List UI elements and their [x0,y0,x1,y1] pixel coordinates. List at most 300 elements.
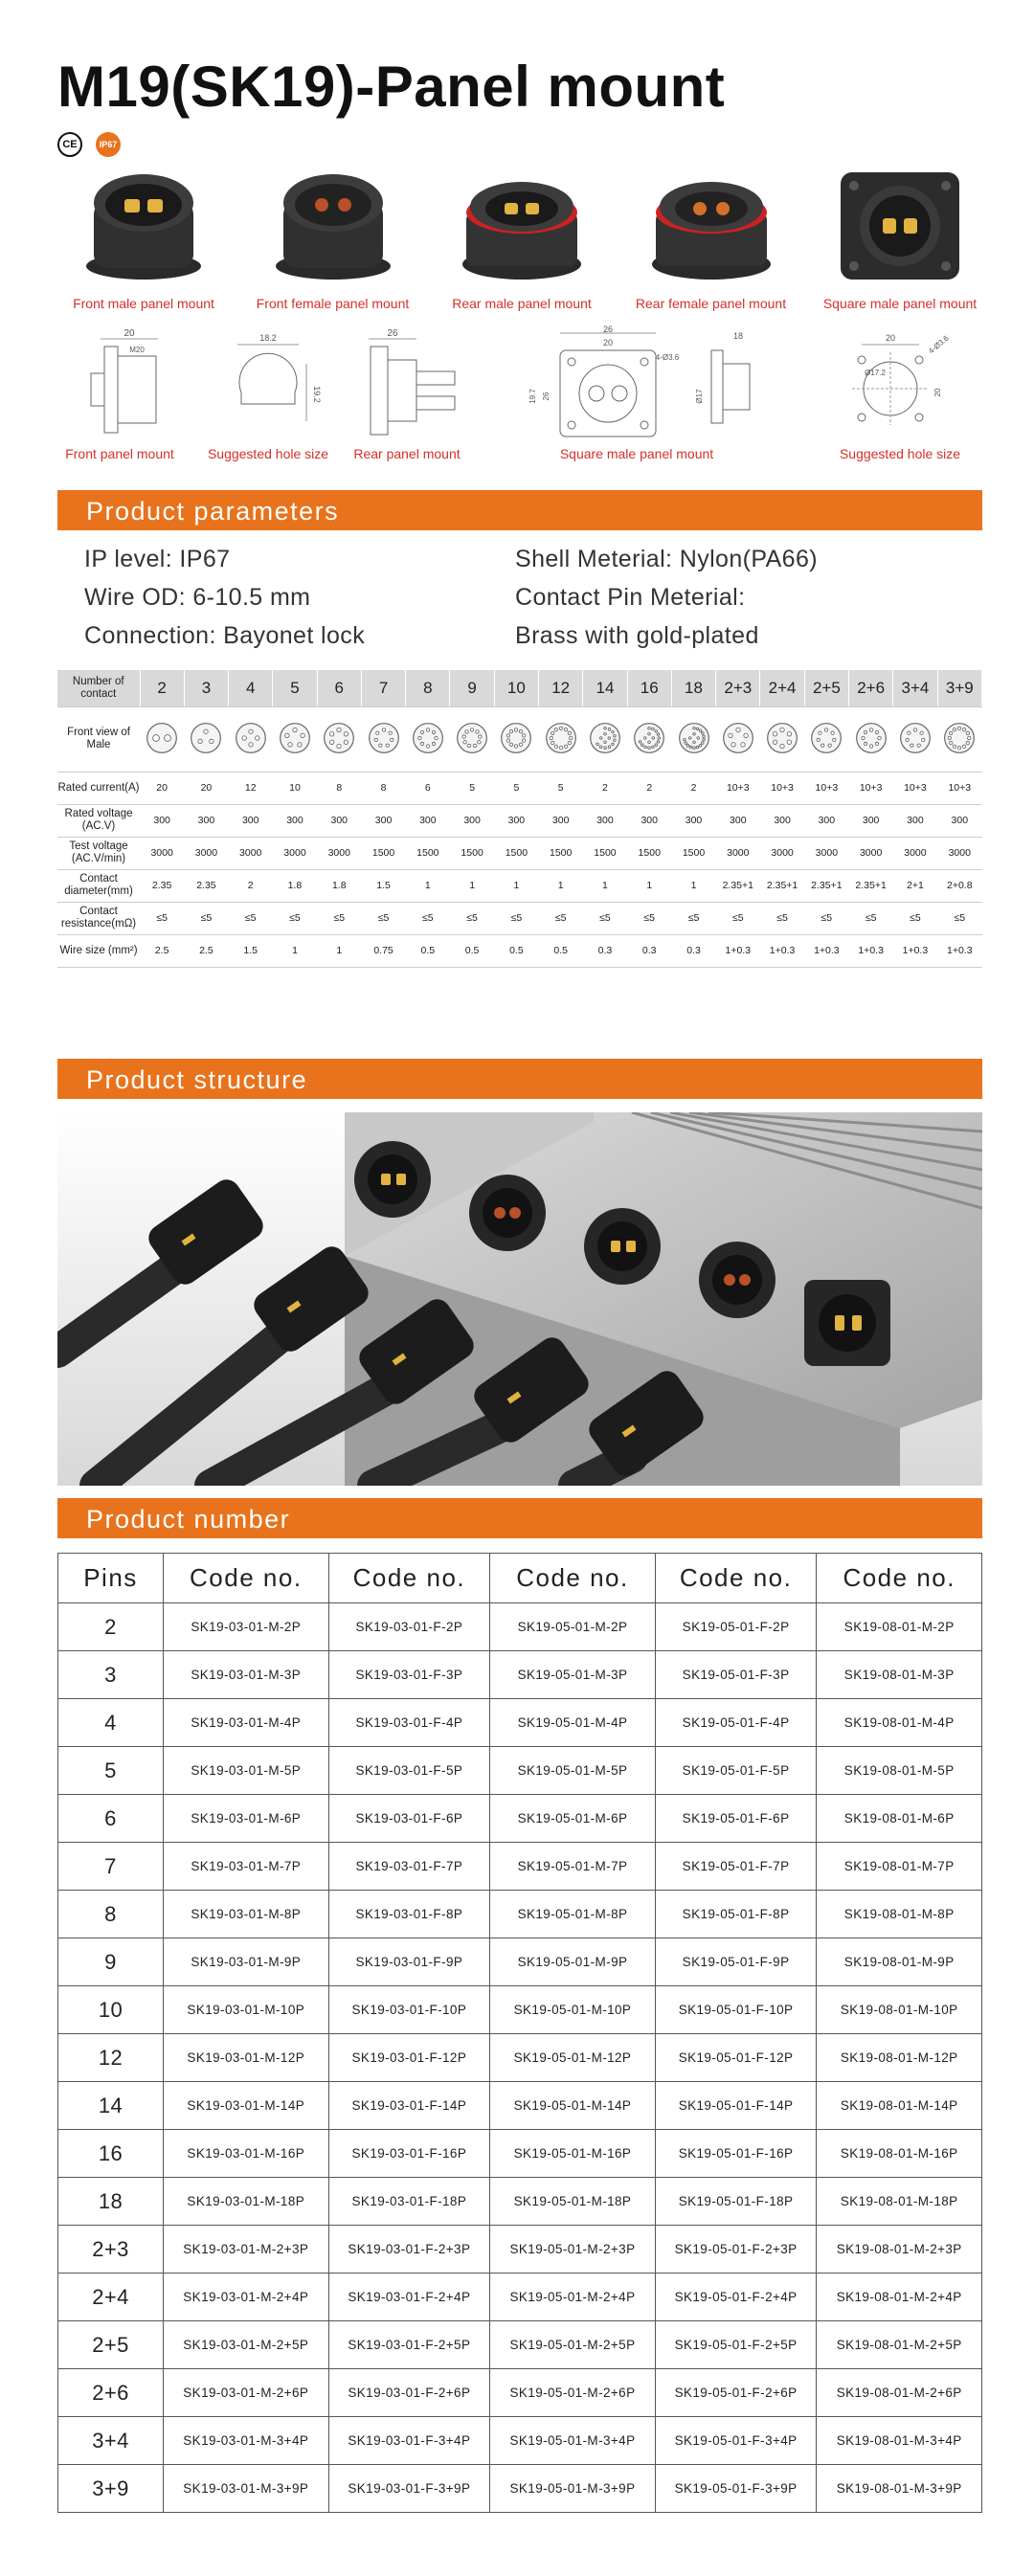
dimension-label: 26 [602,325,614,334]
spec-cell: 300 [760,804,804,837]
spec-cell: 1 [539,869,583,902]
front-view-cell [671,706,715,772]
code-cell: SK19-03-01-M-2+3P [164,2226,329,2274]
front-view-cell [494,706,538,772]
code-cell: SK19-05-01-F-7P [655,1843,817,1891]
code-cell: SK19-03-01-M-5P [164,1747,329,1795]
dimension-label: 4-Ø3.6 [655,353,680,362]
row-header: Contact resistance(mΩ) [57,902,140,934]
code-cell: SK19-05-01-F-2+6P [655,2369,817,2417]
spec-cell: 1 [273,934,317,967]
product-label: Front male panel mount [73,296,214,311]
code-cell: SK19-08-01-M-16P [817,2130,982,2178]
spec-cell: 3000 [849,837,893,869]
pins-cell: 2+3 [58,2226,164,2274]
table-header-row [58,1554,982,1603]
code-cell: SK19-03-01-F-6P [328,1795,490,1843]
spec-cell: 5 [450,772,494,804]
front-female-connector-icon [257,163,410,287]
code-cell: SK19-03-01-F-4P [328,1699,490,1747]
spec-cell: ≤5 [583,902,627,934]
drawing-label: Suggested hole size [207,446,329,461]
spec-cell: 10 [273,772,317,804]
spec-cell: 10+3 [716,772,760,804]
code-cell: SK19-05-01-M-9P [490,1938,656,1986]
spec-cell: 1+0.3 [804,934,848,967]
spec-cell: 10+3 [804,772,848,804]
column-header: Code no. [655,1554,817,1603]
pins-cell: 16 [58,2130,164,2178]
code-cell: SK19-08-01-M-2+5P [817,2321,982,2369]
pins-cell: 3 [58,1651,164,1699]
column-header: Code no. [490,1554,656,1603]
spec-cell: 1.8 [273,869,317,902]
table-row [58,1843,982,1891]
spec-cell: 10 [494,670,538,706]
front-view-cell [361,706,405,772]
code-cell: SK19-03-01-F-14P [328,2082,490,2130]
row-rated-current [57,772,982,804]
spec-cell: 10+3 [849,772,893,804]
code-cell: SK19-03-01-F-8P [328,1891,490,1938]
table-row [58,2130,982,2178]
drawing-label: Suggested hole size [839,446,961,461]
spec-cell: 0.5 [406,934,450,967]
drawing-square-male [498,325,776,461]
spec-cell: 10+3 [893,772,937,804]
front-panel-drawing-icon [62,325,177,440]
spec-cell: 2 [140,670,184,706]
spec-cell: 300 [539,804,583,837]
front-view-cell [627,706,671,772]
spec-cell: 2+3 [716,670,760,706]
spec-cell: 0.5 [450,934,494,967]
product-front-female [247,163,419,311]
product-label: Rear male panel mount [452,296,592,311]
spec-cell: 2 [583,772,627,804]
code-cell: SK19-08-01-M-2+6P [817,2369,982,2417]
spec-cell: 1.5 [361,869,405,902]
code-cell: SK19-05-01-F-12P [655,2034,817,2082]
square-hole-drawing-icon [833,325,967,440]
pins-cell: 2+6 [58,2369,164,2417]
code-cell: SK19-03-01-F-12P [328,2034,490,2082]
code-cell: SK19-05-01-M-14P [490,2082,656,2130]
code-cell: SK19-05-01-M-10P [490,1986,656,2034]
pins-cell: 8 [58,1891,164,1938]
spec-cell: 5 [494,772,538,804]
spec-cell: 3000 [937,837,981,869]
code-cell: SK19-03-01-M-16P [164,2130,329,2178]
table-row [58,1795,982,1843]
code-cell: SK19-03-01-M-3+9P [164,2465,329,2513]
spec-cell: 1500 [494,837,538,869]
specification-table [57,670,982,968]
spec-cell: 2+0.8 [937,869,981,902]
code-cell: SK19-03-01-F-2+3P [328,2226,490,2274]
spec-cell: 12 [539,670,583,706]
code-cell: SK19-03-01-F-2P [328,1603,490,1651]
spec-cell: 3000 [184,837,228,869]
code-cell: SK19-03-01-F-10P [328,1986,490,2034]
spec-cell: 300 [937,804,981,837]
pins-cell: 2+4 [58,2274,164,2321]
front-view-cell [937,706,981,772]
spec-cell: 1 [494,869,538,902]
spec-cell: 300 [849,804,893,837]
pin-face-icon [633,722,665,754]
code-cell: SK19-05-01-M-3+4P [490,2417,656,2465]
pin-face-icon [500,722,532,754]
spec-cell: ≤5 [804,902,848,934]
product-rear-male [436,163,608,311]
spec-cell: 3+9 [937,670,981,706]
spec-cell: 6 [317,670,361,706]
code-cell: SK19-08-01-M-10P [817,1986,982,2034]
pins-cell: 6 [58,1795,164,1843]
spec-cell: ≤5 [539,902,583,934]
code-cell: SK19-08-01-M-9P [817,1938,982,1986]
code-cell: SK19-03-01-M-2+6P [164,2369,329,2417]
spec-cell: 5 [539,772,583,804]
pin-face-icon [943,722,976,754]
code-cell: SK19-08-01-M-5P [817,1747,982,1795]
code-cell: SK19-05-01-M-7P [490,1843,656,1891]
spec-cell: 1 [317,934,361,967]
pin-face-icon [722,722,754,754]
drawing-label: Square male panel mount [559,446,714,461]
pins-cell: 2 [58,1603,164,1651]
code-cell: SK19-05-01-M-16P [490,2130,656,2178]
spec-cell: ≤5 [937,902,981,934]
code-cell: SK19-05-01-M-2+5P [490,2321,656,2369]
spec-cell: ≤5 [184,902,228,934]
spec-cell: 1500 [361,837,405,869]
row-front-view [57,706,982,772]
spec-cell: 300 [273,804,317,837]
row-header: Wire size (mm²) [57,934,140,967]
code-cell: SK19-05-01-F-3+9P [655,2465,817,2513]
code-cell: SK19-03-01-M-12P [164,2034,329,2082]
drawing-label: Front panel mount [65,446,174,461]
spec-cell: 5 [273,670,317,706]
spec-cell: 1 [627,869,671,902]
code-cell: SK19-08-01-M-6P [817,1795,982,1843]
table-row [58,2082,982,2130]
spec-cell: ≤5 [671,902,715,934]
row-rated-voltage [57,804,982,837]
front-view-cell [273,706,317,772]
table-row [58,1986,982,2034]
spec-cell: 20 [140,772,184,804]
row-number-of-contact [57,670,982,706]
product-rear-female [625,163,798,311]
row-header: Rated current(A) [57,772,140,804]
spec-cell: 1500 [406,837,450,869]
drawing-hole-size-2 [828,325,972,461]
spec-cell: 1500 [583,837,627,869]
spec-cell: 0.3 [627,934,671,967]
spec-cell: ≤5 [273,902,317,934]
code-cell: SK19-03-01-F-3+9P [328,2465,490,2513]
code-cell: SK19-03-01-M-18P [164,2178,329,2226]
dimension-label: 20 [602,338,614,347]
spec-cell: 1+0.3 [716,934,760,967]
spec-cell: 1 [583,869,627,902]
pin-face-icon [279,722,311,754]
code-cell: SK19-03-01-M-2+4P [164,2274,329,2321]
code-cell: SK19-08-01-M-7P [817,1843,982,1891]
spec-cell: ≤5 [494,902,538,934]
param-shell-material: Shell Meterial: Nylon(PA66) [515,546,819,572]
table-row [58,1891,982,1938]
code-cell: SK19-03-01-F-3P [328,1651,490,1699]
code-cell: SK19-05-01-M-3P [490,1651,656,1699]
hole-size-drawing-icon [211,325,326,440]
spec-cell: ≤5 [406,902,450,934]
dimension-label: Ø17.2 [865,369,886,377]
column-header: Code no. [328,1554,490,1603]
pins-cell: 18 [58,2178,164,2226]
front-view-cell [893,706,937,772]
section-header-structure [57,1059,982,1099]
dimension-label: Ø17 [695,389,704,404]
code-cell: SK19-03-01-F-2+5P [328,2321,490,2369]
parameter-list [84,546,946,661]
spec-cell: 0.5 [539,934,583,967]
table-row [58,2321,982,2369]
spec-cell: 300 [627,804,671,837]
code-cell: SK19-05-01-M-5P [490,1747,656,1795]
spec-cell: 2.35+1 [849,869,893,902]
table-row [58,1651,982,1699]
spec-cell: 3+4 [893,670,937,706]
table-row [58,2274,982,2321]
code-cell: SK19-05-01-M-3+9P [490,2465,656,2513]
pin-face-icon [766,722,798,754]
spec-cell: 0.3 [671,934,715,967]
spec-cell: 2.35+1 [716,869,760,902]
pin-face-icon [678,722,710,754]
spec-cell: 3 [184,670,228,706]
spec-cell: 20 [184,772,228,804]
spec-cell: ≤5 [140,902,184,934]
spec-cell: 12 [229,772,273,804]
technical-drawings [57,325,986,479]
table-row [58,2369,982,2417]
section-title: Product parameters [86,497,340,526]
pin-face-icon [235,722,267,754]
code-cell: SK19-05-01-F-2+3P [655,2226,817,2274]
dimension-label: 18.2 [259,333,277,343]
row-header: Number of contact [57,670,140,706]
front-view-cell [406,706,450,772]
spec-cell: 1+0.3 [849,934,893,967]
spec-cell: 1500 [627,837,671,869]
front-view-cell [317,706,361,772]
spec-cell: 1+0.3 [760,934,804,967]
spec-cell: 0.3 [583,934,627,967]
spec-cell: 300 [450,804,494,837]
code-cell: SK19-08-01-M-12P [817,2034,982,2082]
spec-cell: 3000 [804,837,848,869]
spec-cell: 300 [583,804,627,837]
spec-cell: 8 [406,670,450,706]
ce-mark-icon: CE [57,132,82,157]
param-connection: Connection: Bayonet lock [84,622,366,649]
certification-badges [57,132,121,157]
pin-face-icon [589,722,621,754]
rear-panel-drawing-icon [349,325,464,440]
code-cell: SK19-05-01-F-9P [655,1938,817,1986]
table-row [58,2226,982,2274]
table-row [58,2465,982,2513]
column-header: Code no. [817,1554,982,1603]
front-view-cell [539,706,583,772]
spec-cell: 2.35+1 [804,869,848,902]
pins-cell: 5 [58,1747,164,1795]
front-view-cell [450,706,494,772]
column-header: Code no. [164,1554,329,1603]
front-view-cell [716,706,760,772]
code-cell: SK19-03-01-F-2+6P [328,2369,490,2417]
pin-face-icon [545,722,577,754]
dimension-label: 26 [387,328,398,339]
spec-cell: ≤5 [450,902,494,934]
dimension-label: 18 [732,331,744,341]
row-contact-diameter [57,869,982,902]
code-cell: SK19-05-01-F-5P [655,1747,817,1795]
pins-cell: 10 [58,1986,164,2034]
spec-cell: 10+3 [937,772,981,804]
spec-cell: ≤5 [229,902,273,934]
table-row [58,2417,982,2465]
front-view-cell [140,706,184,772]
code-cell: SK19-08-01-M-14P [817,2082,982,2130]
ip67-badge-icon: IP67 [96,132,121,157]
code-cell: SK19-03-01-F-18P [328,2178,490,2226]
spec-cell: 2+4 [760,670,804,706]
code-cell: SK19-05-01-M-4P [490,1699,656,1747]
square-male-connector-icon [823,163,977,287]
spec-cell: 1+0.3 [937,934,981,967]
spec-cell: 2+5 [804,670,848,706]
code-cell: SK19-05-01-M-6P [490,1795,656,1843]
drawing-label: Rear panel mount [353,446,461,461]
code-cell: SK19-08-01-M-2+4P [817,2274,982,2321]
code-cell: SK19-08-01-M-3P [817,1651,982,1699]
spec-cell: 2.35 [140,869,184,902]
table-row [58,1938,982,1986]
spec-cell: 3000 [229,837,273,869]
code-cell: SK19-05-01-M-2P [490,1603,656,1651]
spec-cell: 3000 [716,837,760,869]
table-row [58,2034,982,2082]
code-cell: SK19-08-01-M-2+3P [817,2226,982,2274]
table-row [58,1699,982,1747]
pin-face-icon [855,722,888,754]
rear-female-connector-icon [635,163,788,287]
row-contact-resistance [57,902,982,934]
spec-cell: 300 [494,804,538,837]
spec-cell: 2 [671,772,715,804]
spec-cell: 300 [804,804,848,837]
code-cell: SK19-05-01-M-12P [490,2034,656,2082]
param-wire-od: Wire OD: 6-10.5 mm [84,584,311,611]
code-cell: SK19-05-01-M-2+6P [490,2369,656,2417]
spec-cell: 2 [229,869,273,902]
drawing-hole-size-1 [206,325,330,461]
row-header: Rated voltage (AC.V) [57,804,140,837]
spec-cell: 1 [671,869,715,902]
code-cell: SK19-05-01-F-2P [655,1603,817,1651]
code-cell: SK19-05-01-F-14P [655,2082,817,2130]
code-cell: SK19-05-01-M-2+4P [490,2274,656,2321]
spec-cell: 10+3 [760,772,804,804]
spec-cell: 300 [361,804,405,837]
code-cell: SK19-03-01-F-9P [328,1938,490,1986]
spec-cell: ≤5 [317,902,361,934]
code-cell: SK19-03-01-F-3+4P [328,2417,490,2465]
drawing-front-panel [57,325,182,461]
spec-cell: 2.5 [184,934,228,967]
pin-face-icon [368,722,400,754]
code-cell: SK19-03-01-M-3+4P [164,2417,329,2465]
section-title: Product structure [86,1065,308,1094]
product-label: Rear female panel mount [635,296,787,311]
spec-cell: ≤5 [716,902,760,934]
table-row [58,1747,982,1795]
code-cell: SK19-05-01-F-6P [655,1795,817,1843]
code-cell: SK19-05-01-F-16P [655,2130,817,2178]
dimension-label: 20 [124,328,135,339]
spec-cell: 7 [361,670,405,706]
spec-cell: 300 [317,804,361,837]
code-cell: SK19-03-01-F-7P [328,1843,490,1891]
spec-cell: 2+1 [893,869,937,902]
param-contact-pin: Contact Pin Meterial: [515,584,746,611]
pins-cell: 3+4 [58,2417,164,2465]
code-cell: SK19-03-01-M-10P [164,1986,329,2034]
code-cell: SK19-03-01-M-14P [164,2082,329,2130]
code-cell: SK19-05-01-F-3+4P [655,2417,817,2465]
pins-cell: 9 [58,1938,164,1986]
front-view-cell [849,706,893,772]
spec-cell: 1+0.3 [893,934,937,967]
spec-cell: 1 [450,869,494,902]
dimension-label: 19.2 [312,386,322,403]
code-cell: SK19-08-01-M-4P [817,1699,982,1747]
code-cell: SK19-05-01-F-2+4P [655,2274,817,2321]
spec-cell: ≤5 [760,902,804,934]
row-wire-size [57,934,982,967]
product-label: Front female panel mount [256,296,410,311]
table-row [58,1603,982,1651]
front-male-connector-icon [67,163,220,287]
code-cell: SK19-03-01-F-16P [328,2130,490,2178]
front-view-cell [184,706,228,772]
code-cell: SK19-05-01-M-8P [490,1891,656,1938]
spec-cell: 300 [716,804,760,837]
spec-cell: 8 [317,772,361,804]
spec-cell: 2 [627,772,671,804]
pins-cell: 4 [58,1699,164,1747]
spec-cell: 300 [184,804,228,837]
dimension-label: 19.7 [528,389,537,404]
dimension-label: 20 [885,333,896,343]
spec-cell: 2+6 [849,670,893,706]
product-front-male [57,163,230,311]
